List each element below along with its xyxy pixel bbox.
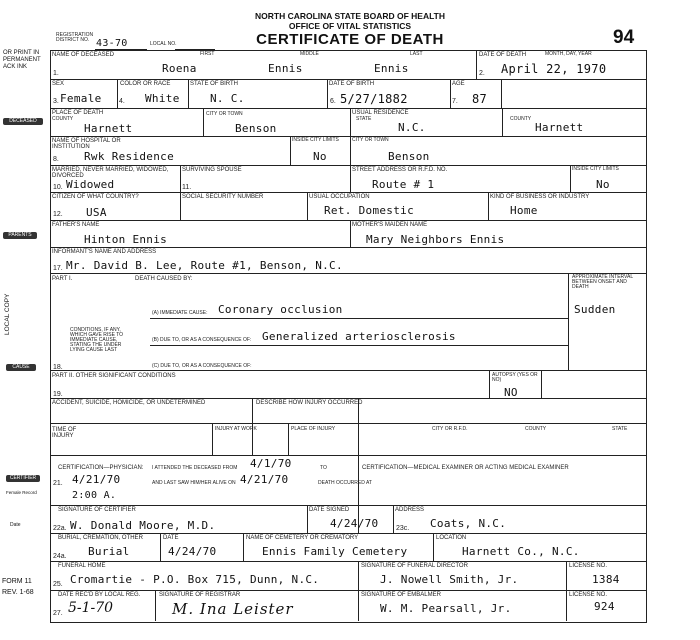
informant-value: Mr. David B. Lee, Route #1, Benson, N.C.	[66, 259, 343, 272]
signature-embalmer-label: SIGNATURE OF EMBALMER	[361, 592, 441, 598]
signature-certifier-label: SIGNATURE OF CERTIFIER	[58, 507, 136, 513]
autopsy-value: NO	[504, 386, 518, 399]
attended-from: 4/1/70	[250, 457, 292, 470]
fathers-name-label: FATHER'S NAME	[52, 222, 100, 228]
death-at-label: DEATH OCCURRED AT	[318, 480, 372, 486]
sex-value: Female	[60, 92, 102, 105]
registration-district-no: 43-70	[96, 38, 128, 49]
residence-inside-city-limits: No	[596, 178, 610, 191]
parents-tab: PARENTS	[3, 232, 37, 239]
to-label: TO	[320, 465, 327, 471]
death-inside-city-limits: No	[313, 150, 327, 163]
usual-residence-label: USUAL RESIDENCE	[352, 110, 409, 116]
autopsy-label: AUTOPSY (YES OR NO)	[492, 372, 538, 383]
immediate-cause-value: Coronary occlusion	[218, 303, 343, 316]
state-of-birth-value: N. C.	[210, 92, 245, 105]
director-license-value: 1384	[592, 573, 620, 586]
date-signed-value: 4/24/70	[330, 517, 379, 530]
cemetery-value: Ennis Family Cemetery	[262, 545, 408, 558]
date-of-birth-label: DATE OF BIRTH	[329, 81, 375, 87]
usual-occupation-label: USUAL OCCUPATION	[309, 194, 370, 200]
mothers-maiden-name-value: Mary Neighbors Ennis	[366, 233, 505, 246]
first-label: FIRST	[200, 51, 215, 57]
last-label: LAST	[410, 51, 423, 57]
informant-label: INFORMANT'S NAME AND ADDRESS	[52, 249, 157, 255]
hospital-label: NAME OF HOSPITAL OR INSTITUTION	[52, 138, 121, 150]
residence-city: Benson	[388, 150, 430, 163]
registration-district-label: REGISTRATION DISTRICT NO.	[56, 32, 94, 43]
last-saw-alive: 4/21/70	[240, 473, 289, 486]
age-label: AGE	[452, 81, 465, 87]
time-of-death: 2:00 A.	[72, 490, 117, 501]
middle-label: MIDDLE	[300, 51, 319, 57]
disposition-date: 4/24/70	[168, 545, 217, 558]
date-received-value: 5-1-70	[68, 600, 114, 616]
date-tab-label: Date	[10, 522, 21, 528]
part-one-label: PART I.	[52, 276, 73, 282]
date-received-label: DATE REC'D BY LOCAL REG.	[58, 592, 141, 598]
part-two-label: PART II. OTHER SIGNIFICANT CONDITIONS	[52, 373, 176, 379]
certificate-title: CERTIFICATE OF DEATH	[256, 31, 444, 48]
county-label: COUNTY	[52, 116, 74, 122]
race-value: White	[145, 92, 180, 105]
injury-city-label: CITY OR R.F.D.	[432, 426, 468, 432]
date-of-death-label: DATE OF DEATH	[479, 52, 527, 58]
city-or-town-label: CITY OR TOWN	[206, 111, 243, 117]
kind-of-business-value: Home	[510, 204, 538, 217]
permanent-ink-note: OR PRINT IN PERMANENT ACK INK	[3, 50, 41, 70]
interval-label: APPROXIMATE INTERVAL BETWEEN ONSET AND DEATH	[572, 274, 633, 290]
immediate-cause-label: (A) IMMEDIATE CAUSE:	[152, 310, 208, 316]
certifier-address-label: ADDRESS	[395, 507, 425, 513]
time-of-injury-label: TIME OF INJURY	[52, 427, 77, 439]
deceased-middle-name: Ennis	[268, 62, 303, 75]
injury-state-label: STATE	[612, 426, 628, 432]
last-saw-label: AND LAST SAW HIM/HER ALIVE ON	[152, 480, 236, 486]
mothers-maiden-name-label: MOTHER'S MAIDEN NAME	[352, 222, 428, 228]
funeral-director-label: SIGNATURE OF FUNERAL DIRECTOR	[361, 563, 468, 569]
inside-city-limits-label: INSIDE CITY LIMITS	[292, 137, 339, 143]
injury-county-label: COUNTY	[525, 426, 547, 432]
marital-status-value: Widowed	[66, 178, 115, 191]
interval-value: Sudden	[574, 303, 616, 316]
certificate-number: 94	[613, 27, 635, 48]
registrar-signature: M. Ina Leister	[172, 600, 294, 618]
name-of-deceased-label: NAME OF DECEASED	[52, 52, 115, 58]
marital-status-label: MARRIED, NEVER MARRIED, WIDOWED, DIVORCED	[52, 167, 169, 179]
funeral-home-value: Cromartie - P.O. Box 715, Dunn, N.C.	[70, 573, 320, 586]
female-record-label: Female Record	[6, 490, 37, 495]
local-copy-label: LOCAL COPY	[4, 293, 11, 335]
sex-label: SEX	[52, 81, 65, 87]
attended-to: 4/21/70	[72, 473, 121, 486]
certifier-name: W. Donald Moore, M.D.	[70, 519, 216, 532]
signature-registrar-label: SIGNATURE OF REGISTRAR	[159, 592, 241, 598]
death-city: Benson	[235, 122, 277, 135]
agency-office: OFFICE OF VITAL STATISTICS	[288, 21, 412, 31]
attended-label: I ATTENDED THE DECEASED FROM	[152, 465, 238, 471]
date-of-birth-value: 5/27/1882	[340, 92, 408, 106]
embalmer-license-value: 924	[594, 600, 615, 613]
kind-of-business-label: KIND OF BUSINESS OR INDUSTRY	[490, 194, 590, 200]
cemetery-label: NAME OF CEMETERY OR CREMATORY	[246, 535, 359, 541]
street-address-label: STREET ADDRESS OR R.F.D. NO.	[352, 167, 448, 173]
citizen-of-value: USA	[86, 206, 107, 219]
certifier-address-value: Coats, N.C.	[430, 517, 507, 530]
deceased-first-name: Roena	[162, 62, 197, 75]
location-label: LOCATION	[436, 535, 467, 541]
due-to-b-label: (B) DUE TO, OR AS A CONSEQUENCE OF:	[152, 337, 252, 343]
citizen-of-label: CITIZEN OF WHAT COUNTRY?	[52, 194, 139, 200]
date-signed-label: DATE SIGNED	[309, 507, 350, 513]
burial-label: BURIAL, CREMATION, OTHER	[58, 535, 143, 541]
deceased-tab: DECEASED	[3, 118, 43, 125]
residence-state: N.C.	[398, 121, 426, 134]
local-no-label: LOCAL NO.	[150, 41, 177, 47]
death-county: Harnett	[84, 122, 133, 135]
state-label: STATE	[356, 116, 372, 122]
residence-county-label: COUNTY	[510, 116, 532, 122]
funeral-director-value: J. Nowell Smith, Jr.	[380, 573, 519, 586]
accident-label: ACCIDENT, SUICIDE, HOMICIDE, OR UNDETERMINED	[52, 400, 206, 406]
disposition-method: Burial	[88, 545, 130, 558]
due-to-c-label: (C) DUE TO, OR AS A CONSEQUENCE OF:	[152, 363, 252, 369]
cert-physician-label: CERTIFICATION—PHYSICIAN:	[58, 465, 144, 471]
death-certificate-page: NORTH CAROLINA STATE BOARD OF HEALTH OFFICE OF VITAL STATISTICS CERTIFICATE OF DEATH 94 REGISTRATION DISTRICT NO. 43-70 LOCAL NO. OR PRINT IN PERMANENT ACK INK DECEASED PARENTS LOCAL COPY CAUSE CERTIFIER Female Record Date FORM 11 REV. 1-68 NAME OF DECEASED FIRST MIDDLE LAST DATE OF DEATH MONTH, DAY, YEAR 1. Roena Ennis Ennis 2. April 22, 1970 SEX COLOR OR RACE STATE OF BIRTH DATE OF BIRTH AGE 3. Female 4. White N. C. 6. 5/27/1882 7. 87 PLACE OF DEATH COUNTY CITY OR TOWN USUAL RESIDENCE STATE COUNTY Harnett Benson N.C. Harnett NAME OF HOSPITAL OR INSTITUTION INSIDE CITY LIMITS CITY OR TOWN 8. Rwk Residence No Benson MARRIED, NEVER MARRIED, WIDOWED, DIVORCED SURVIVING SPOUSE STREET ADDRESS OR R.F.D. NO. INSIDE CITY LIMITS 10. Widowed 11. Route # 1 No CITIZEN OF WHAT COUNTRY? SOCIAL SECURITY NUMBER USUAL OCCUPATION KIND OF BUSINESS OR INDUSTRY 12. USA Ret. Domestic Home FATHER'S NAME MOTHER'S MAIDEN NAME Hinton Ennis Mary Neighbors Ennis INFORMANT'S NAME AND ADDRESS 17. Mr. David B. Lee, Route #1, Benson, N.C. PART I. DEATH CAUSED BY: APPROXIMATE INTERVAL BETWEEN ONSET AND DEATH (A) IMMEDIATE CAUSE: Coronary occlusion Sudden CONDITIONS, IF ANY, WHICH GAVE RISE TO IMMEDIATE CAUSE, STATING THE UNDER LYING CAUSE LAST (B) DUE TO, OR AS A CONSEQUENCE OF: Generalized arteriosclerosis (C) DUE TO, OR AS A CONSEQUENCE OF: 18. PART II. OTHER SIGNIFICANT CONDITIONS AUTOPSY (YES OR NO) NO 19. ACCIDENT, SUICIDE, HOMICIDE, OR UNDETERMINED DESCRIBE HOW INJURY OCCURRED TIME OF INJURY INJURY AT WORK PLACE OF INJURY CITY OR R.F.D. COUNTY STATE CERTIFICATION—PHYSICIAN: I ATTENDED THE DECEASED FROM 4/1/70 TO 21. 4/21/70 AND LAST SAW HIM/HER ALIVE ON 4/21/70 DEATH OCCURRED AT 2:00 A. CERTIFICATION—MEDICAL EXAMINER OR ACTING MEDICAL EXAMINER SIGNATURE OF CERTIFIER DATE SIGNED ADDRESS 22a. W. Donald Moore, M.D. 4/24/70 23c. Coats, N.C. BURIAL, CREMATION, OTHER DATE NAME OF CEMETERY OR CREMATORY LOCATION 24a. Burial 4/24/70 Ennis Family Cemetery Harnett Co., N.C. FUNERAL HOME SIGNATURE OF FUNERAL DIRECTOR LICENSE NO. 25. Cromartie - P.O. Box 715, Dunn, N.C. J. Nowell Smith, Jr. 1384 DATE REC'D BY LOCAL REG. SIGNATURE OF REGISTRAR SIGNATURE OF EMBALMER LICENSE NO. 27. 5-1-70 M. Ina Leister W. M. Pearsall, Jr. 924	[0, 0, 700, 640]
residence-county: Harnett	[535, 121, 584, 134]
usual-occupation-value: Ret. Domestic	[324, 204, 414, 217]
form-number: FORM 11	[2, 578, 32, 585]
deceased-last-name: Ennis	[374, 62, 409, 75]
license-no-label: LICENSE NO.	[569, 563, 608, 569]
residence-city-label: CITY OR TOWN	[352, 137, 389, 143]
color-race-label: COLOR OR RACE	[120, 81, 171, 87]
cause-tab: CAUSE	[6, 364, 36, 371]
certifier-tab: CERTIFIER	[6, 475, 40, 482]
conditions-note: CONDITIONS, IF ANY, WHICH GAVE RISE TO IMMEDIATE CAUSE, STATING THE UNDER LYING CAUSE LAST	[70, 327, 124, 353]
agency-name: NORTH CAROLINA STATE BOARD OF HEALTH	[255, 11, 445, 21]
place-of-death-label: PLACE OF DEATH	[52, 110, 104, 116]
month-day-year-label: MONTH, DAY, YEAR	[545, 51, 592, 57]
cert-examiner-label: CERTIFICATION—MEDICAL EXAMINER OR ACTING MEDICAL EXAMINER	[362, 465, 569, 471]
describe-injury-label: DESCRIBE HOW INJURY OCCURRED	[256, 400, 363, 406]
hospital-value: Rwk Residence	[84, 150, 174, 163]
age-value: 87	[472, 92, 488, 106]
street-address-value: Route # 1	[372, 178, 435, 191]
embalmer-license-label: LICENSE NO.	[569, 592, 608, 598]
form-revision: REV. 1-68	[2, 589, 34, 596]
funeral-home-label: FUNERAL HOME	[58, 563, 106, 569]
injury-at-work-label: INJURY AT WORK	[215, 426, 257, 432]
embalmer-value: W. M. Pearsall, Jr.	[380, 602, 512, 615]
death-caused-by-label: DEATH CAUSED BY:	[135, 276, 193, 282]
fathers-name-value: Hinton Ennis	[84, 233, 168, 246]
place-of-injury-label: PLACE OF INJURY	[291, 426, 336, 432]
date-of-death: April 22, 1970	[501, 62, 607, 76]
social-security-label: SOCIAL SECURITY NUMBER	[182, 194, 264, 200]
burial-date-label: DATE	[163, 535, 179, 541]
state-of-birth-label: STATE OF BIRTH	[190, 81, 239, 87]
location-value: Harnett Co., N.C.	[462, 545, 580, 558]
surviving-spouse-label: SURVIVING SPOUSE	[182, 167, 242, 173]
inside-city-limits-residence-label: INSIDE CITY LIMITS	[572, 166, 619, 172]
due-to-value: Generalized arteriosclerosis	[262, 330, 456, 343]
